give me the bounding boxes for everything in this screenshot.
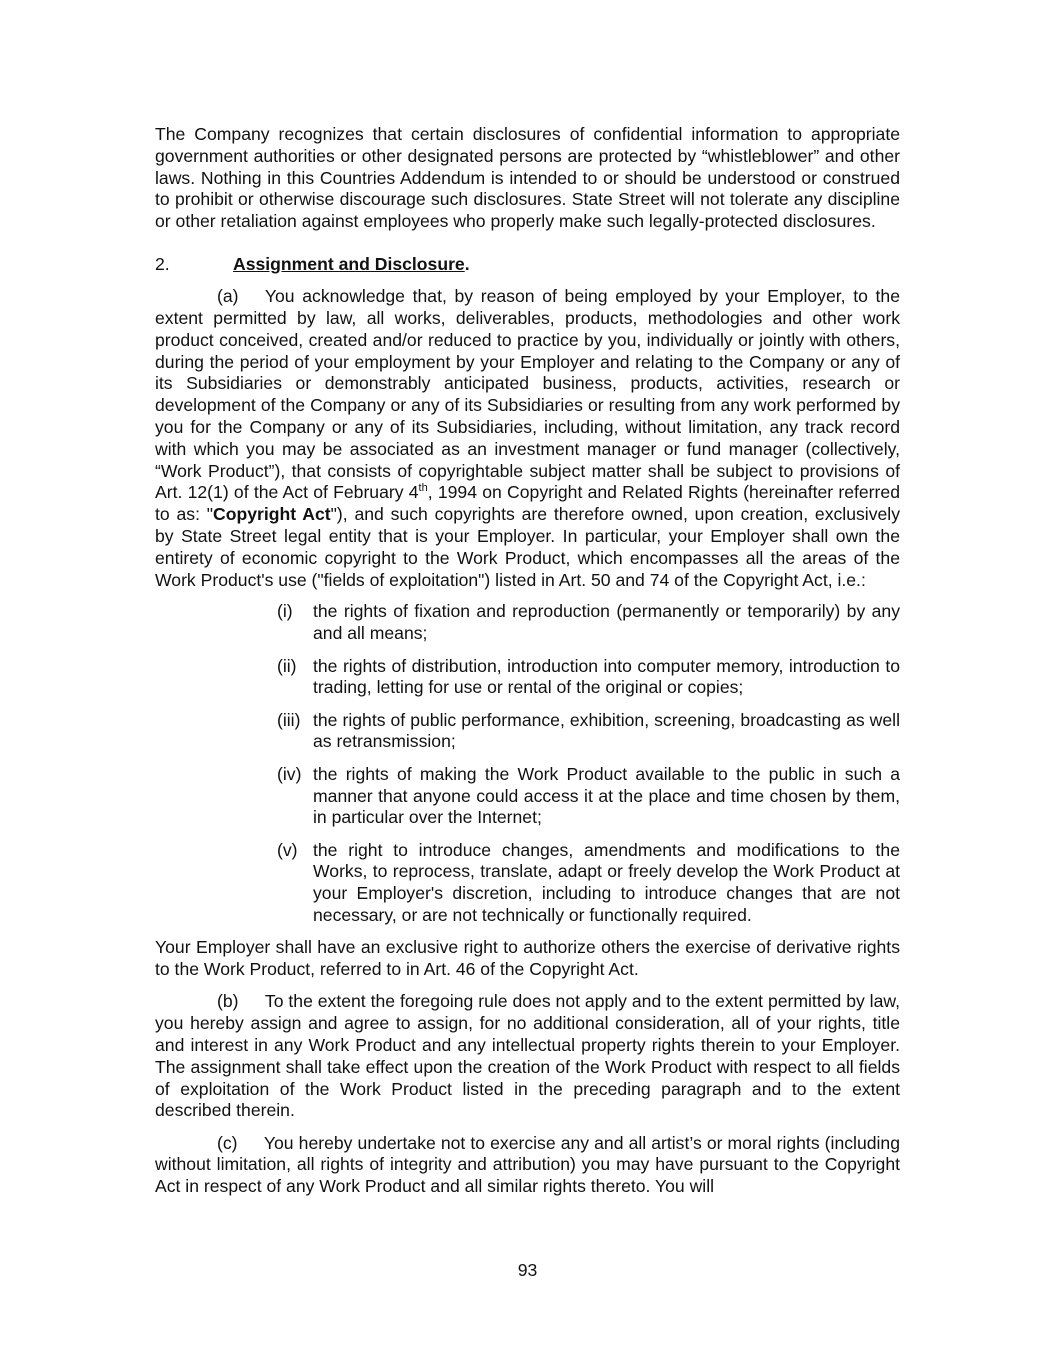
list-item <box>277 764 900 829</box>
list-item-number: (iv) <box>277 763 302 784</box>
list-item-text: the right to introduce changes, amendments and modifications to the Works, to reprocess, translate, adapt or freely develop the Work Product at your Employer's discretion, including to introduce changes that are not necessary, or are not technically or functionally required. <box>313 839 900 925</box>
list-item-text: the rights of public performance, exhibition, screening, broadcasting as well as retransmission; <box>313 709 900 752</box>
section-title-period: . <box>464 253 470 274</box>
section-heading <box>155 254 900 276</box>
rights-list <box>277 601 900 926</box>
list-item-number: (v) <box>277 839 298 860</box>
section-title-wrap <box>233 254 470 276</box>
paragraph-b-label: (b) <box>217 991 239 1012</box>
list-item <box>277 656 900 700</box>
document-page <box>155 124 900 1198</box>
paragraph-a <box>155 286 900 591</box>
derivative-rights-paragraph: Your Employer shall have an exclusive right to authorize others the exercise of derivative rights to the Work Product, referred to in Art. 46 of the Copyright Act. <box>155 937 900 980</box>
section-number: 2. <box>155 253 170 274</box>
paragraph-a-label: (a) <box>217 286 239 307</box>
page-number: 93 <box>517 1260 538 1280</box>
list-item <box>277 840 900 927</box>
list-item-number: (ii) <box>277 655 297 676</box>
paragraph-a-text-2: , 1994 on Copyright and Related Rights (hereinafter referred to as: " <box>155 482 900 525</box>
section-title: Assignment and Disclosure <box>233 253 465 274</box>
list-item <box>277 710 900 754</box>
paragraph-c-label: (c) <box>217 1132 238 1153</box>
list-item <box>277 601 900 645</box>
paragraph-a-text-1: You acknowledge that, by reason of being employed by your Employer, to the extent permitted by law, all works, deliverables, products, methodologies and other work product conceived, created and/or reduced to practice by you, individually or jointly with others, during the period of your employment by your Employer and relating to the Company or any of its Subsidiaries or demonstrably anticipated business, products, activities, research or development of the Company or any of its Subsidiaries or resulting from any work performed by you for the Company or any of its Subsidiaries, including, without limitation, any track record with which you may be associated as an investment manager or fund manager (collectively, “Work Product”), that consists of copyrightable subject matter shall be subject to provisions of Art. 12(1) of the Act of February 4 <box>155 286 900 503</box>
paragraph-c <box>155 1133 900 1198</box>
list-item-number: (i) <box>277 601 293 622</box>
intro-paragraph: The Company recognizes that certain disclosures of confidential information to appropriate government authorities or other designated persons are protected by “whistleblower” and other laws. Nothing in this Countries Addendum is intended to or should be understood or construed to prohibit or otherwise discourage such disclosures. State Street will not tolerate any discipline or other retaliation against employees who properly make such legally-protected disclosures. <box>155 124 900 232</box>
list-item-number: (iii) <box>277 709 301 730</box>
paragraph-b <box>155 991 900 1122</box>
copyright-act-term: Copyright Act <box>213 504 331 525</box>
paragraph-c-text: You hereby undertake not to exercise any and all artist’s or moral rights (including without limitation, all rights of integrity and attribution) you may have pursuant to the Copyright Act in respect of any Work Product and all similar rights thereto. You will <box>155 1132 900 1197</box>
superscript-th: th <box>418 482 428 495</box>
paragraph-b-text: To the extent the foregoing rule does not apply and to the extent permitted by law, you hereby assign and agree to assign, for no additional consideration, all of your rights, title and interest in any Work Product and any intellectual property rights therein to your Employer. The assignment shall take effect upon the creation of the Work Product with respect to all fields of exploitation of the Work Product listed in the preceding paragraph and to the extent described therein. <box>155 991 900 1121</box>
paragraph-a-text-3: "), and such copyrights are therefore owned, upon creation, exclusively by State Street legal entity that is your Employer. In particular, your Employer shall own the entirety of economic copyright to the Work Product, which encompasses all the areas of the Work Product's use ("fields of exploitation") listed in Art. 50 and 74 of the Copyright Act, i.e.: <box>155 504 900 590</box>
list-item-text: the rights of fixation and reproduction (permanently or temporarily) by any and all means; <box>313 601 900 644</box>
list-item-text: the rights of making the Work Product available to the public in such a manner that anyone could access it at the place and time chosen by them, in particular over the Internet; <box>313 763 900 828</box>
list-item-text: the rights of distribution, introduction into computer memory, introduction to trading, letting for use or rental of the original or copies; <box>313 655 900 698</box>
